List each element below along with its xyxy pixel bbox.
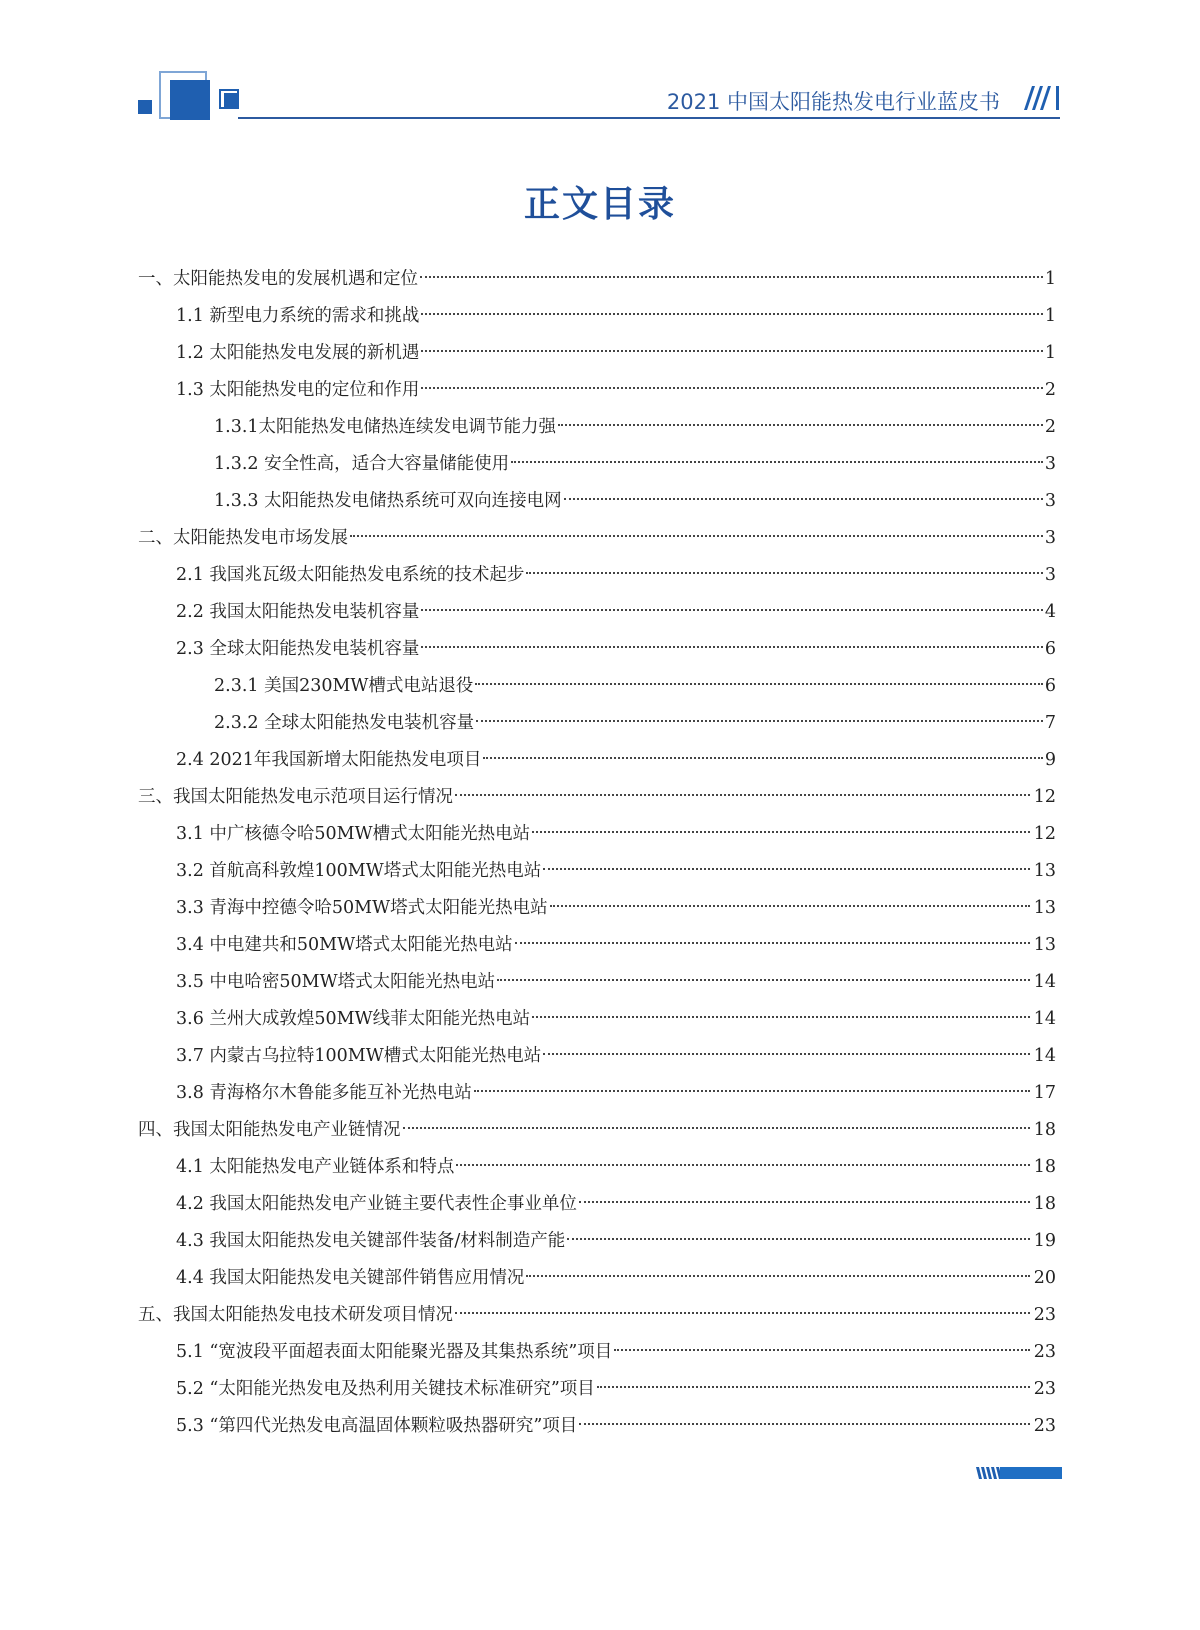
- toc-entry[interactable]: [176, 965, 1056, 999]
- toc-entry-page: 13: [1033, 861, 1056, 881]
- toc-entry-label: 1.2 太阳能热发电发展的新机遇: [176, 343, 420, 363]
- toc-leader-dots: [476, 720, 1043, 722]
- toc-leader-dots: [511, 461, 1043, 463]
- toc-entry[interactable]: [138, 780, 1056, 814]
- toc-entry-page: 14: [1033, 1009, 1056, 1029]
- toc-leader-dots: [515, 942, 1030, 944]
- toc-entry-page: 1: [1044, 306, 1056, 326]
- page-title: 正文目录: [523, 184, 676, 225]
- toc-leader-dots: [421, 646, 1042, 648]
- toc-entry[interactable]: [176, 1224, 1056, 1258]
- toc-entry-label: 3.8 青海格尔木鲁能多能互补光热电站: [176, 1083, 472, 1103]
- toc-entry[interactable]: [176, 299, 1056, 333]
- footer-decoration-icon: [976, 1466, 1062, 1480]
- header-rule: [238, 117, 1060, 119]
- toc-leader-dots: [579, 1201, 1030, 1203]
- toc-leader-dots: [532, 831, 1030, 833]
- toc-entry-page: 23: [1033, 1416, 1056, 1436]
- toc-entry-label: 3.2 首航高科敦煌100MW塔式太阳能光热电站: [176, 861, 542, 881]
- toc-leader-dots: [420, 276, 1043, 278]
- toc-entry-page: 20: [1033, 1268, 1056, 1288]
- toc-entry[interactable]: [138, 1298, 1056, 1332]
- toc-entry-label: 3.4 中电建共和50MW塔式太阳能光热电站: [176, 935, 513, 955]
- toc-leader-dots: [564, 498, 1043, 500]
- toc-entry-label: 3.5 中电哈密50MW塔式太阳能光热电站: [176, 972, 496, 992]
- toc-leader-dots: [475, 683, 1042, 685]
- toc-leader-dots: [456, 1164, 1030, 1166]
- toc-entry[interactable]: [138, 1113, 1056, 1147]
- toc-leader-dots: [543, 1053, 1030, 1055]
- toc-entry-page: 3: [1044, 565, 1056, 585]
- toc-leader-dots: [614, 1349, 1030, 1351]
- toc-entry[interactable]: [214, 706, 1056, 740]
- toc-entry-label: 2.2 我国太阳能热发电装机容量: [176, 602, 420, 622]
- toc-leader-dots: [567, 1238, 1030, 1240]
- toc-entry[interactable]: [176, 1039, 1056, 1073]
- toc-entry-label: 2.3.1 美国230MW槽式电站退役: [214, 676, 474, 696]
- toc-entry-label: 三、我国太阳能热发电示范项目运行情况: [138, 787, 453, 807]
- toc-entry[interactable]: [214, 484, 1056, 518]
- toc-entry-page: 14: [1033, 972, 1056, 992]
- toc-entry-page: 7: [1044, 713, 1056, 733]
- toc-entry-page: 23: [1033, 1342, 1056, 1362]
- toc-entry[interactable]: [138, 262, 1056, 296]
- toc-entry-page: 17: [1033, 1083, 1056, 1103]
- toc-leader-dots: [543, 868, 1030, 870]
- toc-entry[interactable]: [176, 1002, 1056, 1036]
- toc-entry-label: 3.3 青海中控德令哈50MW塔式太阳能光热电站: [176, 898, 548, 918]
- toc-entry-label: 4.3 我国太阳能热发电关键部件装备/材料制造产能: [176, 1231, 566, 1251]
- toc-entry[interactable]: [176, 1150, 1056, 1184]
- toc-entry[interactable]: [176, 743, 1056, 777]
- toc-leader-dots: [474, 1090, 1030, 1092]
- toc-entry-page: 13: [1033, 935, 1056, 955]
- toc-entry[interactable]: [176, 1187, 1056, 1221]
- toc-entry[interactable]: [176, 632, 1056, 666]
- toc-entry-label: 5.3 “第四代光热发电高温固体颗粒吸热器研究”项目: [176, 1416, 578, 1436]
- toc-entry-label: 2.3 全球太阳能热发电装机容量: [176, 639, 420, 659]
- toc-entry-label: 5.1 “宽波段平面超表面太阳能聚光器及其集热系统”项目: [176, 1342, 613, 1362]
- toc-entry-page: 14: [1033, 1046, 1056, 1066]
- toc-entry[interactable]: [176, 1372, 1056, 1406]
- toc-leader-dots: [579, 1423, 1030, 1425]
- toc-entry-page: 3: [1044, 528, 1056, 548]
- toc-entry[interactable]: [214, 410, 1056, 444]
- toc-entry-label: 二、太阳能热发电市场发展: [138, 528, 348, 548]
- toc-entry-label: 2.1 我国兆瓦级太阳能热发电系统的技术起步: [176, 565, 525, 585]
- toc-leader-dots: [455, 1312, 1030, 1314]
- toc-entry-page: 12: [1033, 787, 1056, 807]
- toc-entry-label: 1.1 新型电力系统的需求和挑战: [176, 306, 420, 326]
- toc-entry-label: 4.2 我国太阳能热发电产业链主要代表性企事业单位: [176, 1194, 577, 1214]
- toc-leader-dots: [421, 350, 1042, 352]
- toc-entry-page: 23: [1033, 1379, 1056, 1399]
- toc-entry-label: 一、太阳能热发电的发展机遇和定位: [138, 269, 418, 289]
- toc-entry[interactable]: [176, 1261, 1056, 1295]
- toc-leader-dots: [421, 313, 1042, 315]
- toc-leader-dots: [550, 905, 1030, 907]
- toc-entry-label: 1.3.1太阳能热发电储热连续发电调节能力强: [214, 417, 557, 437]
- toc-entry[interactable]: [138, 521, 1056, 555]
- toc-entry-page: 18: [1033, 1120, 1056, 1140]
- toc-entry[interactable]: [176, 1335, 1056, 1369]
- toc-leader-dots: [421, 609, 1042, 611]
- toc-entry-page: 3: [1044, 491, 1056, 511]
- toc-entry-label: 2.4 2021年我国新增太阳能热发电项目: [176, 750, 482, 770]
- toc-entry-page: 4: [1044, 602, 1056, 622]
- toc-leader-dots: [597, 1386, 1030, 1388]
- toc-entry[interactable]: [176, 336, 1056, 370]
- toc-leader-dots: [532, 1016, 1030, 1018]
- toc-leader-dots: [350, 535, 1043, 537]
- brand-logo-icon: [138, 66, 248, 122]
- toc-entry[interactable]: [176, 595, 1056, 629]
- toc-entry-label: 四、我国太阳能热发电产业链情况: [138, 1120, 401, 1140]
- toc-entry-page: 2: [1044, 380, 1056, 400]
- toc-leader-dots: [403, 1127, 1031, 1129]
- toc-entry[interactable]: [176, 891, 1056, 925]
- toc-entry[interactable]: [214, 669, 1056, 703]
- toc-entry-page: 1: [1044, 343, 1056, 363]
- toc-entry-label: 3.1 中广核德令哈50MW槽式太阳能光热电站: [176, 824, 531, 844]
- header-title: 2021 中国太阳能热发电行业蓝皮书: [666, 90, 1000, 114]
- toc-entry-page: 9: [1044, 750, 1056, 770]
- toc-entry-page: 18: [1033, 1157, 1056, 1177]
- toc-entry[interactable]: [176, 558, 1056, 592]
- toc-entry-page: 19: [1033, 1231, 1056, 1251]
- toc-entry-page: 3: [1044, 454, 1056, 474]
- toc-entry-label: 1.3 太阳能热发电的定位和作用: [176, 380, 420, 400]
- page-header: [138, 66, 1060, 122]
- toc-entry-label: 3.7 内蒙古乌拉特100MW槽式太阳能光热电站: [176, 1046, 542, 1066]
- toc-entry[interactable]: [176, 1409, 1056, 1443]
- toc-entry-page: 6: [1044, 676, 1056, 696]
- toc-entry-page: 12: [1033, 824, 1056, 844]
- slashes-decoration-icon: [1018, 84, 1060, 112]
- toc-entry-label: 4.4 我国太阳能热发电关键部件销售应用情况: [176, 1268, 525, 1288]
- toc-entry-page: 23: [1033, 1305, 1056, 1325]
- toc-leader-dots: [526, 572, 1042, 574]
- toc-entry-label: 3.6 兰州大成敦煌50MW线菲太阳能光热电站: [176, 1009, 531, 1029]
- toc-entry[interactable]: [176, 854, 1056, 888]
- toc-entry-page: 6: [1044, 639, 1056, 659]
- toc-leader-dots: [483, 757, 1042, 759]
- toc-entry-label: 5.2 “太阳能光热发电及热利用关键技术标准研究”项目: [176, 1379, 595, 1399]
- toc-entry-page: 13: [1033, 898, 1056, 918]
- toc-leader-dots: [421, 387, 1042, 389]
- toc-entry[interactable]: [176, 928, 1056, 962]
- toc-entry-label: 1.3.3 太阳能热发电储热系统可双向连接电网: [214, 491, 562, 511]
- toc-entry-page: 1: [1044, 269, 1056, 289]
- toc-entry-label: 五、我国太阳能热发电技术研发项目情况: [138, 1305, 453, 1325]
- toc-entry-page: 2: [1044, 417, 1056, 437]
- toc-entry[interactable]: [214, 447, 1056, 481]
- toc-entry[interactable]: [176, 373, 1056, 407]
- toc-entry-page: 18: [1033, 1194, 1056, 1214]
- toc-leader-dots: [558, 424, 1043, 426]
- toc-leader-dots: [526, 1275, 1030, 1277]
- toc-entry[interactable]: [176, 1076, 1056, 1110]
- toc-entry[interactable]: [176, 817, 1056, 851]
- toc-leader-dots: [497, 979, 1030, 981]
- toc-leader-dots: [455, 794, 1030, 796]
- toc-entry-label: 2.3.2 全球太阳能热发电装机容量: [214, 713, 475, 733]
- toc-entry-label: 1.3.2 安全性高，适合大容量储能使用: [214, 454, 510, 474]
- toc-entry-label: 4.1 太阳能热发电产业链体系和特点: [176, 1157, 455, 1177]
